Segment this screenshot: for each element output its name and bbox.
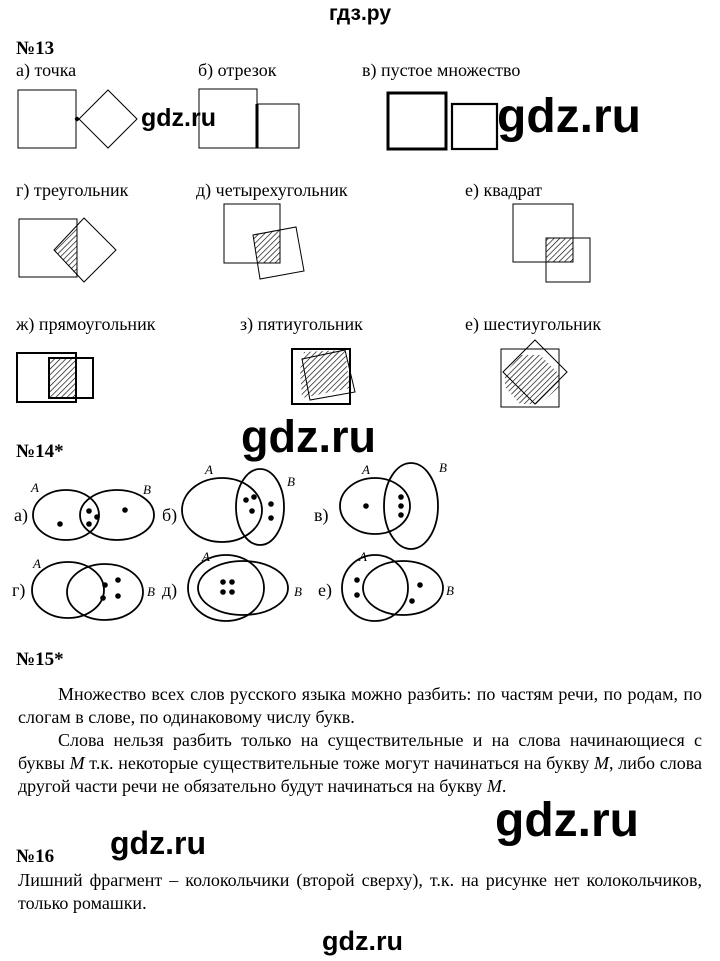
figure-pentagon — [292, 349, 355, 404]
venn-d-label-b: B — [147, 584, 155, 599]
watermark-1: gdz.ru — [141, 104, 216, 132]
task15-p2-part1: Слова нельзя разбить только на существительные и на слова начинающиеся с буквы — [18, 730, 702, 773]
watermark-4: gdz.ru — [495, 794, 639, 847]
figure-square — [513, 204, 590, 282]
figure-triangle — [19, 218, 116, 282]
venn-e — [188, 549, 302, 621]
venn-a-label-a: A — [31, 480, 39, 495]
task15-p2-part4: . — [501, 776, 507, 796]
venn-b-label-a: A — [205, 462, 213, 477]
task14-label-a: а) — [14, 505, 28, 525]
task13-label-a: а) точка — [16, 60, 77, 80]
task13-number: №13 — [16, 38, 55, 59]
task14-label-d: г) — [12, 580, 26, 600]
watermark-6: gdz.ru — [322, 926, 403, 956]
task15-paragraph-1: Множество всех слов русского языка можно разбить: по частям речи, по родам, по слогам в слове, по одинаковому числу букв. — [18, 684, 702, 727]
venn-f — [342, 549, 454, 621]
task13-label-f: е) квадрат — [465, 180, 543, 200]
task15-p2-part3: , либо слова другой части речи не обязательно будут начинаться на букву — [18, 753, 703, 796]
figure-quadrilateral — [224, 204, 304, 279]
venn-f-label-a: A — [359, 549, 367, 564]
task14-label-b: б) — [162, 505, 178, 525]
venn-d-label-a: A — [33, 556, 41, 571]
task13-label-i: е) шестиугольник — [465, 314, 602, 334]
task13-figures — [0, 0, 720, 420]
task14-label-c: в) — [314, 505, 329, 525]
figure-rectangle — [17, 353, 93, 402]
task13-label-b: б) отрезок — [198, 60, 277, 80]
task16-text: Лишний фрагмент – колокольчики (второй сверху), т.к. на рисунке нет колокольчиков, только ромашки. — [18, 870, 702, 913]
task13-label-d: г) треугольник — [16, 180, 129, 200]
task15-p2-letter-m1: М — [69, 753, 85, 773]
venn-b-label-b: B — [287, 474, 295, 489]
task15-text — [18, 683, 702, 798]
task13-label-g: ж) прямоугольник — [16, 314, 156, 334]
figure-hexagon — [501, 340, 567, 407]
task15-number: №15* — [16, 649, 64, 670]
venn-d — [32, 556, 155, 620]
task14-diagrams — [0, 440, 720, 640]
task13-label-h: з) пятиугольник — [240, 314, 363, 334]
task15-p2-part2: т.к. некоторые существительные тоже могут начинаться на букву — [84, 753, 595, 773]
venn-e-label-a: A — [202, 549, 210, 564]
task15-paragraph-2 — [18, 729, 702, 798]
figure-point — [18, 90, 137, 148]
site-header: гдз.ру — [328, 2, 392, 25]
task14-number: №14* — [16, 441, 64, 462]
task13-label-e: д) четырехугольник — [196, 180, 348, 200]
task13-label-c: в) пустое множество — [362, 60, 521, 80]
task15-p2-letter-m2: М — [594, 753, 610, 773]
venn-c-label-b: B — [439, 460, 447, 475]
task15-p2-letter-m3: М — [486, 776, 502, 796]
venn-c — [340, 460, 447, 549]
watermark-2: gdz.ru — [497, 90, 641, 143]
venn-a-label-b: B — [143, 482, 151, 497]
venn-c-label-a: A — [362, 462, 370, 477]
task14-label-e: д) — [162, 580, 178, 600]
venn-f-label-b: B — [446, 583, 454, 598]
task16-number: №16 — [16, 846, 55, 867]
venn-e-label-b: B — [294, 584, 302, 599]
venn-b — [182, 462, 295, 545]
venn-a — [30, 480, 154, 540]
watermark-3: gdz.ru — [241, 411, 376, 462]
task14-label-f: е) — [318, 580, 332, 600]
watermark-5: gdz.ru — [110, 825, 206, 861]
figure-empty-set — [388, 93, 497, 149]
